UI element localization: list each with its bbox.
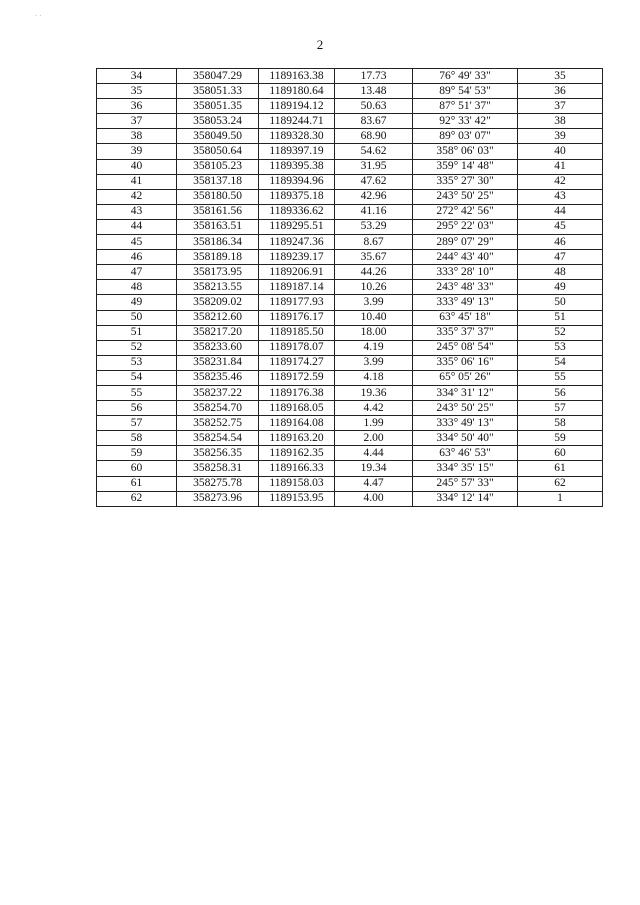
distance-cell: 18.00 [335,325,413,340]
point-number-cell: 51 [97,325,177,340]
point-number-cell: 36 [97,99,177,114]
distance-cell: 47.62 [335,174,413,189]
distance-cell: 3.99 [335,355,413,370]
y-coordinate-cell: 1189176.38 [259,385,335,400]
y-coordinate-cell: 1189180.64 [259,84,335,99]
next-point-cell: 47 [518,250,603,265]
table-row [97,476,603,491]
bearing-cell: 289° 07' 29" [413,235,518,250]
x-coordinate-cell: 358256.35 [177,446,259,461]
bearing-cell: 76° 49' 33" [413,69,518,84]
y-coordinate-cell: 1189239.17 [259,250,335,265]
distance-cell: 42.96 [335,189,413,204]
bearing-cell: 334° 35' 15" [413,461,518,476]
y-coordinate-cell: 1189158.03 [259,476,335,491]
distance-cell: 4.00 [335,491,413,506]
distance-cell: 19.36 [335,385,413,400]
bearing-cell: 92° 33' 42" [413,114,518,129]
next-point-cell: 46 [518,235,603,250]
y-coordinate-cell: 1189164.08 [259,416,335,431]
next-point-cell: 62 [518,476,603,491]
x-coordinate-cell: 358051.35 [177,99,259,114]
distance-cell: 3.99 [335,295,413,310]
bearing-cell: 63° 46' 53" [413,446,518,461]
x-coordinate-cell: 358163.51 [177,219,259,234]
x-coordinate-cell: 358235.46 [177,370,259,385]
y-coordinate-cell: 1189162.35 [259,446,335,461]
distance-cell: 50.63 [335,99,413,114]
distance-cell: 35.67 [335,250,413,265]
table-row [97,295,603,310]
distance-cell: 41.16 [335,204,413,219]
corner-mark: · · [35,12,42,20]
point-number-cell: 40 [97,159,177,174]
x-coordinate-cell: 358050.64 [177,144,259,159]
point-number-cell: 39 [97,144,177,159]
next-point-cell: 43 [518,189,603,204]
next-point-cell: 51 [518,310,603,325]
y-coordinate-cell: 1189174.27 [259,355,335,370]
bearing-cell: 244° 43' 40" [413,250,518,265]
bearing-cell: 89° 54' 53" [413,84,518,99]
table-row [97,310,603,325]
y-coordinate-cell: 1189168.05 [259,401,335,416]
bearing-cell: 335° 37' 37" [413,325,518,340]
next-point-cell: 42 [518,174,603,189]
y-coordinate-cell: 1189244.71 [259,114,335,129]
table-row [97,416,603,431]
distance-cell: 4.19 [335,340,413,355]
bearing-cell: 245° 08' 54" [413,340,518,355]
point-number-cell: 46 [97,250,177,265]
table-row [97,491,603,506]
table-row [97,235,603,250]
point-number-cell: 37 [97,114,177,129]
distance-cell: 1.99 [335,416,413,431]
next-point-cell: 39 [518,129,603,144]
table-row [97,446,603,461]
page-number: 2 [316,37,324,52]
coordinates-table [96,68,603,507]
bearing-cell: 333° 49' 13" [413,416,518,431]
x-coordinate-cell: 358137.18 [177,174,259,189]
table-row [97,385,603,400]
distance-cell: 13.48 [335,84,413,99]
point-number-cell: 60 [97,461,177,476]
table-row [97,204,603,219]
point-number-cell: 58 [97,431,177,446]
point-number-cell: 62 [97,491,177,506]
x-coordinate-cell: 358186.34 [177,235,259,250]
x-coordinate-cell: 358105.23 [177,159,259,174]
next-point-cell: 44 [518,204,603,219]
y-coordinate-cell: 1189295.51 [259,219,335,234]
table-row [97,265,603,280]
point-number-cell: 47 [97,265,177,280]
x-coordinate-cell: 358258.31 [177,461,259,476]
distance-cell: 4.18 [335,370,413,385]
x-coordinate-cell: 358180.50 [177,189,259,204]
point-number-cell: 53 [97,355,177,370]
bearing-cell: 359° 14' 48" [413,159,518,174]
x-coordinate-cell: 358051.33 [177,84,259,99]
next-point-cell: 41 [518,159,603,174]
y-coordinate-cell: 1189153.95 [259,491,335,506]
x-coordinate-cell: 358189.18 [177,250,259,265]
distance-cell: 10.40 [335,310,413,325]
y-coordinate-cell: 1189185.50 [259,325,335,340]
distance-cell: 54.62 [335,144,413,159]
distance-cell: 8.67 [335,235,413,250]
bearing-cell: 334° 31' 12" [413,385,518,400]
x-coordinate-cell: 358209.02 [177,295,259,310]
distance-cell: 53.29 [335,219,413,234]
x-coordinate-cell: 358049.50 [177,129,259,144]
table-row [97,461,603,476]
x-coordinate-cell: 358212.60 [177,310,259,325]
bearing-cell: 243° 48' 33" [413,280,518,295]
bearing-cell: 334° 50' 40" [413,431,518,446]
x-coordinate-cell: 358254.70 [177,401,259,416]
next-point-cell: 49 [518,280,603,295]
table-row [97,219,603,234]
distance-cell: 31.95 [335,159,413,174]
point-number-cell: 35 [97,84,177,99]
bearing-cell: 358° 06' 03" [413,144,518,159]
next-point-cell: 40 [518,144,603,159]
x-coordinate-cell: 358273.96 [177,491,259,506]
point-number-cell: 54 [97,370,177,385]
table-row [97,401,603,416]
x-coordinate-cell: 358237.22 [177,385,259,400]
point-number-cell: 34 [97,69,177,84]
point-number-cell: 59 [97,446,177,461]
table-row [97,69,603,84]
next-point-cell: 56 [518,385,603,400]
y-coordinate-cell: 1189394.96 [259,174,335,189]
table-row [97,189,603,204]
y-coordinate-cell: 1189328.30 [259,129,335,144]
next-point-cell: 37 [518,99,603,114]
table-row [97,250,603,265]
table-row [97,431,603,446]
y-coordinate-cell: 1189172.59 [259,370,335,385]
x-coordinate-cell: 358252.75 [177,416,259,431]
point-number-cell: 43 [97,204,177,219]
y-coordinate-cell: 1189395.38 [259,159,335,174]
point-number-cell: 45 [97,235,177,250]
bearing-cell: 63° 45' 18" [413,310,518,325]
x-coordinate-cell: 358173.95 [177,265,259,280]
distance-cell: 19.34 [335,461,413,476]
distance-cell: 10.26 [335,280,413,295]
distance-cell: 83.67 [335,114,413,129]
table-row [97,355,603,370]
next-point-cell: 35 [518,69,603,84]
bearing-cell: 245° 57' 33" [413,476,518,491]
x-coordinate-cell: 358275.78 [177,476,259,491]
next-point-cell: 59 [518,431,603,446]
x-coordinate-cell: 358231.84 [177,355,259,370]
point-number-cell: 57 [97,416,177,431]
point-number-cell: 48 [97,280,177,295]
bearing-cell: 87° 51' 37" [413,99,518,114]
x-coordinate-cell: 358254.54 [177,431,259,446]
table-row [97,144,603,159]
bearing-cell: 334° 12' 14" [413,491,518,506]
distance-cell: 4.47 [335,476,413,491]
point-number-cell: 56 [97,401,177,416]
point-number-cell: 55 [97,385,177,400]
next-point-cell: 58 [518,416,603,431]
x-coordinate-cell: 358161.56 [177,204,259,219]
distance-cell: 4.42 [335,401,413,416]
next-point-cell: 36 [518,84,603,99]
distance-cell: 68.90 [335,129,413,144]
next-point-cell: 53 [518,340,603,355]
table-row [97,114,603,129]
bearing-cell: 272° 42' 56" [413,204,518,219]
y-coordinate-cell: 1189206.91 [259,265,335,280]
y-coordinate-cell: 1189397.19 [259,144,335,159]
next-point-cell: 54 [518,355,603,370]
table-row [97,280,603,295]
point-number-cell: 52 [97,340,177,355]
table-row [97,159,603,174]
y-coordinate-cell: 1189375.18 [259,189,335,204]
point-number-cell: 44 [97,219,177,234]
table-row [97,370,603,385]
bearing-cell: 333° 49' 13" [413,295,518,310]
distance-cell: 17.73 [335,69,413,84]
point-number-cell: 61 [97,476,177,491]
bearing-cell: 335° 06' 16" [413,355,518,370]
bearing-cell: 89° 03' 07" [413,129,518,144]
distance-cell: 4.44 [335,446,413,461]
y-coordinate-cell: 1189247.36 [259,235,335,250]
table-row [97,129,603,144]
bearing-cell: 243° 50' 25" [413,189,518,204]
next-point-cell: 38 [518,114,603,129]
distance-cell: 44.26 [335,265,413,280]
next-point-cell: 61 [518,461,603,476]
table-row [97,84,603,99]
table-row [97,325,603,340]
point-number-cell: 49 [97,295,177,310]
next-point-cell: 60 [518,446,603,461]
next-point-cell: 52 [518,325,603,340]
table-row [97,340,603,355]
point-number-cell: 38 [97,129,177,144]
y-coordinate-cell: 1189163.38 [259,69,335,84]
point-number-cell: 50 [97,310,177,325]
coordinates-table-body [97,69,603,507]
next-point-cell: 48 [518,265,603,280]
y-coordinate-cell: 1189194.12 [259,99,335,114]
bearing-cell: 243° 50' 25" [413,401,518,416]
bearing-cell: 295° 22' 03" [413,219,518,234]
bearing-cell: 65° 05' 26" [413,370,518,385]
y-coordinate-cell: 1189176.17 [259,310,335,325]
distance-cell: 2.00 [335,431,413,446]
table-row [97,174,603,189]
x-coordinate-cell: 358047.29 [177,69,259,84]
y-coordinate-cell: 1189187.14 [259,280,335,295]
next-point-cell: 45 [518,219,603,234]
next-point-cell: 55 [518,370,603,385]
bearing-cell: 333° 28' 10" [413,265,518,280]
next-point-cell: 57 [518,401,603,416]
y-coordinate-cell: 1189163.20 [259,431,335,446]
x-coordinate-cell: 358053.24 [177,114,259,129]
point-number-cell: 42 [97,189,177,204]
x-coordinate-cell: 358233.60 [177,340,259,355]
y-coordinate-cell: 1189166.33 [259,461,335,476]
y-coordinate-cell: 1189336.62 [259,204,335,219]
next-point-cell: 1 [518,491,603,506]
table-row [97,99,603,114]
bearing-cell: 335° 27' 30" [413,174,518,189]
next-point-cell: 50 [518,295,603,310]
x-coordinate-cell: 358213.55 [177,280,259,295]
y-coordinate-cell: 1189177.93 [259,295,335,310]
point-number-cell: 41 [97,174,177,189]
y-coordinate-cell: 1189178.07 [259,340,335,355]
x-coordinate-cell: 358217.20 [177,325,259,340]
